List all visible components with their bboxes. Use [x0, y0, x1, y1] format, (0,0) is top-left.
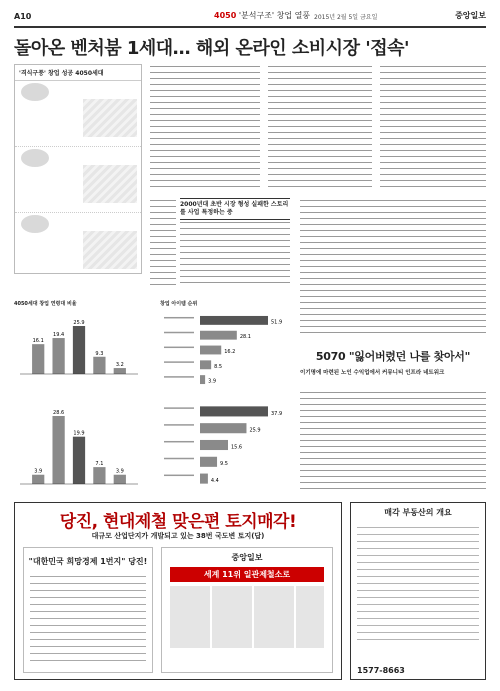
bar-value-label: 25.9	[73, 320, 85, 326]
article-text	[300, 198, 486, 338]
bar	[114, 368, 126, 374]
bar-value-label: 3.2	[115, 362, 124, 369]
bar-value-label: 9.3	[95, 350, 104, 357]
feature-title: 5070 "잃어버렸던 나를 찾아서"	[315, 350, 471, 363]
avatar	[21, 149, 49, 167]
category-label-placeholder	[164, 441, 194, 443]
bar-value-label: 16.1	[32, 338, 44, 345]
person-photo	[83, 99, 137, 137]
right-ad-phone: 1577-8663	[357, 666, 405, 675]
bar-chart	[160, 310, 290, 390]
bar	[200, 346, 221, 355]
bar-value-label: 7.1	[95, 461, 104, 468]
bar	[32, 344, 44, 374]
category-label-placeholder	[164, 317, 194, 319]
bar-value-label: 9.5	[220, 461, 228, 468]
page-number: A10	[14, 12, 32, 21]
text-lines	[150, 64, 260, 192]
news-clip-title: 중앙일보	[231, 553, 263, 562]
page-header	[14, 6, 486, 28]
bar-chart	[14, 310, 144, 380]
ad-subtitle: 대규모 산업단지가 개발되고 있는 38번 국도변 토지(답)	[91, 532, 265, 540]
bar	[200, 440, 228, 450]
bar-chart	[14, 400, 144, 490]
chart-label: 4050세대 창업 연령대 비율	[14, 301, 77, 307]
bar-value-label: 28.1	[239, 334, 251, 341]
text-lines	[150, 198, 176, 288]
bar-chart-svg	[14, 400, 144, 490]
bar	[52, 338, 64, 374]
bar	[200, 360, 211, 369]
bar-value-label: 4.4	[210, 477, 219, 484]
headline: 돌아온 벤처붐 1세대… 해외 온라인 소비시장 '접속'	[14, 38, 410, 59]
article-text	[300, 390, 486, 494]
text-lines	[268, 64, 372, 188]
avatar	[21, 215, 49, 233]
bar-chart	[160, 400, 290, 490]
bar-value-label: 15.6	[230, 444, 243, 451]
bar	[200, 331, 237, 340]
bar	[200, 474, 208, 484]
person-card	[15, 147, 141, 213]
feature-sub: 이기명에 마련된 노인 수익업에서 커뮤니티 인프라 네트워크	[300, 370, 445, 376]
bar	[200, 457, 217, 467]
category-label-placeholder	[164, 332, 194, 334]
bar	[200, 406, 268, 416]
right-ad-text	[357, 524, 479, 644]
category-label-placeholder	[164, 376, 194, 378]
avatar	[21, 83, 49, 101]
bar	[200, 375, 205, 384]
category-label-placeholder	[164, 347, 194, 349]
bar-value-label: 25.9	[249, 427, 261, 434]
article-text	[380, 64, 486, 188]
article-text	[180, 220, 290, 288]
advertisement	[14, 502, 342, 680]
bar-value-label: 3.9	[208, 378, 217, 385]
bar-value-label: 16.2	[224, 348, 236, 355]
person-card	[15, 81, 141, 147]
bar-value-label: 8.5	[214, 363, 223, 370]
bar-value-label: 51.9	[271, 319, 283, 326]
category-label-placeholder	[164, 475, 194, 477]
ad-info-box	[23, 547, 153, 673]
bar-chart-svg	[14, 310, 144, 380]
section-name: '분석구조'	[238, 11, 275, 20]
date-line: 2015년 2월 5일 금요일	[314, 14, 378, 21]
bar	[93, 357, 105, 374]
category-label-placeholder	[164, 458, 194, 460]
bar	[52, 416, 64, 484]
bar	[200, 316, 268, 325]
subhead: 2000년대 초반 시장 형성 실패한 스토리를 사업 특정하는 중	[180, 198, 290, 220]
bar-value-label: 19.9	[73, 430, 85, 437]
bar-value-label: 28.6	[53, 410, 65, 416]
text-lines	[380, 64, 486, 188]
bar-chart-svg	[160, 400, 290, 490]
section-title	[214, 10, 310, 21]
text-lines	[300, 390, 486, 494]
ad-box-text	[30, 573, 146, 661]
person-photo	[83, 231, 137, 269]
sidebar	[14, 64, 142, 274]
bar-chart-svg	[160, 310, 290, 390]
chart-label: 창업 아이템 순위	[160, 301, 198, 307]
section-number: 4050	[214, 11, 237, 20]
right-advertisement	[350, 502, 486, 680]
paper-logo: 중앙일보	[455, 10, 486, 20]
section-tag: 창업 열풍	[276, 11, 311, 20]
news-clip-banner: 세계 11위 일관제철소로	[170, 567, 324, 582]
bar-value-label: 3.9	[34, 468, 43, 475]
category-label-placeholder	[164, 361, 194, 363]
bar	[93, 467, 105, 484]
bar	[73, 437, 85, 484]
ad-box-title: "대한민국 희망경제 1번지" 당진!	[28, 557, 148, 566]
bar	[114, 475, 126, 484]
sidebar-title: '격식구풍' 창업 성공 4050세대	[15, 65, 141, 81]
right-ad-title: 매각 부동산의 개요	[384, 508, 452, 517]
text-lines	[300, 198, 486, 338]
person-photo	[83, 165, 137, 203]
ad-news-clip	[161, 547, 333, 673]
bar-value-label: 3.9	[115, 468, 124, 475]
ad-title: 당진, 현대제철 맞은편 토지매각!	[59, 512, 297, 532]
bar	[32, 475, 44, 484]
article-text	[150, 198, 176, 288]
bar	[73, 326, 85, 374]
bar	[200, 423, 246, 433]
category-label-placeholder	[164, 407, 194, 409]
text-lines	[180, 220, 290, 288]
bar-value-label: 19.4	[53, 332, 65, 339]
news-clip-photos	[170, 586, 324, 648]
category-label-placeholder	[164, 424, 194, 426]
bar-value-label: 37.9	[271, 410, 283, 417]
article-text	[150, 64, 260, 192]
article-text	[268, 64, 372, 188]
person-card	[15, 213, 141, 279]
